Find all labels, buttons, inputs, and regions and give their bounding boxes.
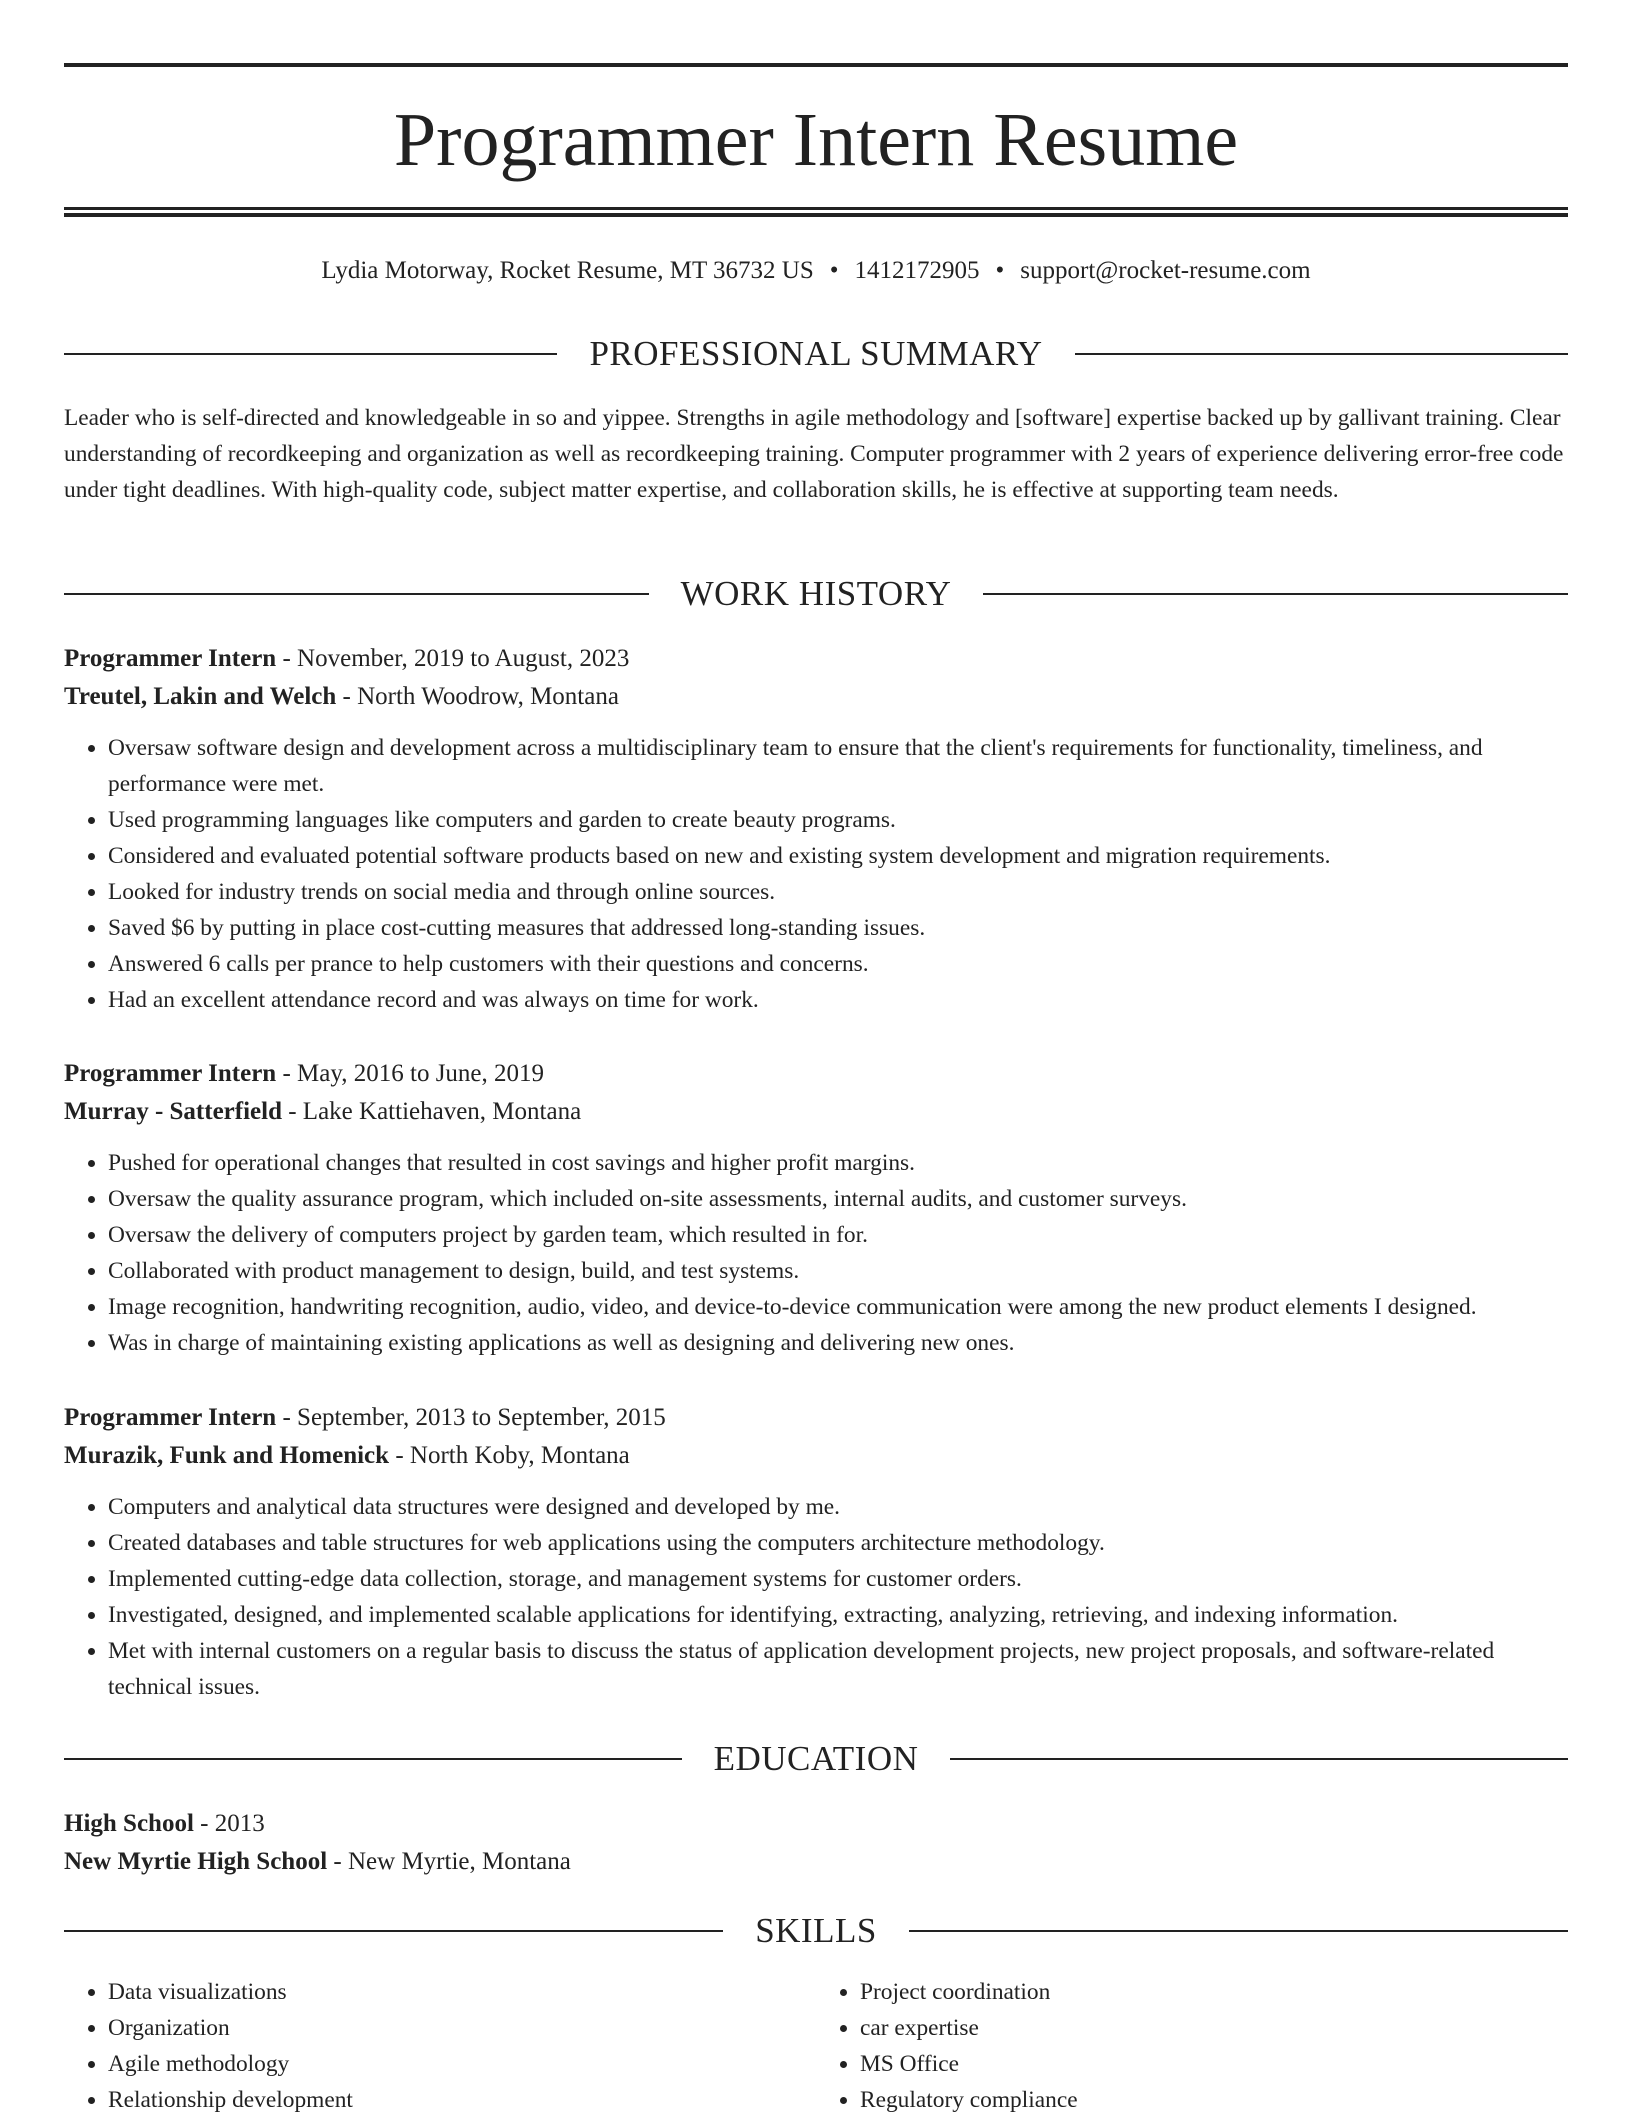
heading-rule xyxy=(909,1930,1568,1932)
job-company-line xyxy=(64,1437,1568,1475)
list-item: • Created databases and table structures for web applications using the computers architecture methodology. xyxy=(108,1525,1568,1561)
education-school: New Myrtie High School xyxy=(64,1848,328,1875)
job-location: - North Woodrow, Montana xyxy=(336,683,619,710)
job-title: Programmer Intern xyxy=(64,1060,277,1087)
education-year: - 2013 xyxy=(193,1810,265,1837)
contact-address: Lydia Motorway, Rocket Resume, MT 36732 US xyxy=(321,257,814,284)
contact-email: support@rocket-resume.com xyxy=(1020,257,1311,284)
job-dates: - May, 2016 to June, 2019 xyxy=(276,1060,545,1087)
list-item: • Looked for industry trends on social media and through online sources. xyxy=(108,874,1568,910)
summary-section-heading xyxy=(64,334,1568,374)
summary-text: Leader who is self-directed and knowledgeable in so and yippee. Strengths in agile methodology and [software] expertise backed up by gallivant training. Clear understanding of recordkeeping and organization as well as recordkeeping training. Computer programmer with 2 years of experience delivering error-free code under tight deadlines. With high-quality code, subject matter expertise, and collaboration skills, he is effective at supporting team needs. xyxy=(64,405,1564,503)
list-item: • Used programming languages like computers and garden to create beauty programs. xyxy=(108,802,1568,838)
job-company: Murazik, Funk and Homenick xyxy=(64,1442,390,1469)
skills-list xyxy=(64,1974,1568,2118)
education-entry xyxy=(64,1805,1568,1881)
list-item: • MS Office xyxy=(860,2046,1568,2082)
list-item: • Regulatory compliance xyxy=(860,2082,1568,2118)
list-item: • Computers and analytical data structures were designed and developed by me. xyxy=(108,1489,1568,1525)
list-item: • Organization xyxy=(108,2010,816,2046)
list-item: • Answered 6 calls per prance to help customers with their questions and concerns. xyxy=(108,946,1568,982)
skills-column-left xyxy=(64,1974,816,2118)
job-title-line xyxy=(64,1399,1568,1437)
job-entry xyxy=(64,640,1568,1018)
job-title-line xyxy=(64,640,1568,678)
heading-rule xyxy=(64,1758,682,1760)
list-item: • Image recognition, handwriting recognition, audio, video, and device-to-device communication were among the new product elements I designed. xyxy=(108,1289,1568,1325)
job-entry xyxy=(64,1399,1568,1705)
list-item: • Was in charge of maintaining existing applications as well as designing and delivering new ones. xyxy=(108,1325,1568,1361)
list-item: • Oversaw the delivery of computers project by garden team, which resulted in for. xyxy=(108,1217,1568,1253)
heading-rule xyxy=(64,1930,723,1932)
job-company-line xyxy=(64,678,1568,716)
list-item: • Had an excellent attendance record and was always on time for work. xyxy=(108,982,1568,1018)
education-degree: High School xyxy=(64,1810,194,1837)
list-item: • Pushed for operational changes that resulted in cost savings and higher profit margins. xyxy=(108,1145,1568,1181)
education-school-line xyxy=(64,1843,1568,1881)
list-item: • car expertise xyxy=(860,2010,1568,2046)
job-title-line xyxy=(64,1055,1568,1093)
work-section-heading xyxy=(64,574,1568,614)
contact-line xyxy=(64,255,1568,287)
list-item: • Relationship development xyxy=(108,2082,816,2118)
summary-heading: PROFESSIONAL SUMMARY xyxy=(589,334,1043,373)
list-item: • Collaborated with product management to design, build, and test systems. xyxy=(108,1253,1568,1289)
heading-rule xyxy=(1075,353,1568,355)
job-bullets xyxy=(64,1489,1568,1705)
education-degree-line xyxy=(64,1805,1568,1843)
heading-rule xyxy=(64,353,557,355)
contact-separator: • xyxy=(829,257,839,284)
education-section-heading xyxy=(64,1739,1568,1779)
list-item: • Considered and evaluated potential software products based on new and existing system development and migration requirements. xyxy=(108,838,1568,874)
skills-section-heading xyxy=(64,1911,1568,1951)
list-item: • Oversaw the quality assurance program, which included on-site assessments, internal audits, and customer surveys. xyxy=(108,1181,1568,1217)
top-rule xyxy=(64,63,1568,67)
work-heading: WORK HISTORY xyxy=(680,574,952,613)
skills-heading: SKILLS xyxy=(755,1911,877,1950)
heading-rule xyxy=(983,593,1568,595)
resume-page xyxy=(64,0,1568,2112)
list-item: • Saved $6 by putting in place cost-cutting measures that addressed long-standing issues. xyxy=(108,910,1568,946)
job-location: - Lake Kattiehaven, Montana xyxy=(281,1098,582,1125)
job-dates: - September, 2013 to September, 2015 xyxy=(276,1404,666,1431)
resume-title: Programmer Intern Resume xyxy=(393,98,1239,182)
contact-phone: 1412172905 xyxy=(854,257,980,284)
job-company: Murray - Satterfield xyxy=(64,1098,282,1125)
contact-separator: • xyxy=(995,257,1005,284)
title-double-rule xyxy=(64,207,1568,217)
list-item: • Project coordination xyxy=(860,1974,1568,2010)
job-title: Programmer Intern xyxy=(64,1404,277,1431)
list-item: • Agile methodology xyxy=(108,2046,816,2082)
job-dates: - November, 2019 to August, 2023 xyxy=(276,645,630,672)
job-entry xyxy=(64,1055,1568,1361)
education-heading: EDUCATION xyxy=(713,1739,919,1778)
list-item: • Implemented cutting-edge data collection, storage, and management systems for customer orders. xyxy=(108,1561,1568,1597)
job-company-line xyxy=(64,1093,1568,1131)
job-bullets xyxy=(64,730,1568,1018)
job-title: Programmer Intern xyxy=(64,645,277,672)
job-location: - North Koby, Montana xyxy=(389,1442,630,1469)
list-item: • Investigated, designed, and implemented scalable applications for identifying, extracting, analyzing, retrieving, and indexing information. xyxy=(108,1597,1568,1633)
list-item: • Data visualizations xyxy=(108,1974,816,2010)
job-company: Treutel, Lakin and Welch xyxy=(64,683,337,710)
skills-column-right xyxy=(816,1974,1568,2118)
heading-rule xyxy=(64,593,649,595)
job-bullets xyxy=(64,1145,1568,1361)
list-item: • Oversaw software design and development across a multidisciplinary team to ensure that the client's requirements for functionality, timeliness, and performance were met. xyxy=(108,730,1568,802)
heading-rule xyxy=(950,1758,1568,1760)
list-item: • Met with internal customers on a regular basis to discuss the status of application development projects, new project proposals, and software-related technical issues. xyxy=(108,1633,1568,1705)
education-location: - New Myrtie, Montana xyxy=(327,1848,571,1875)
